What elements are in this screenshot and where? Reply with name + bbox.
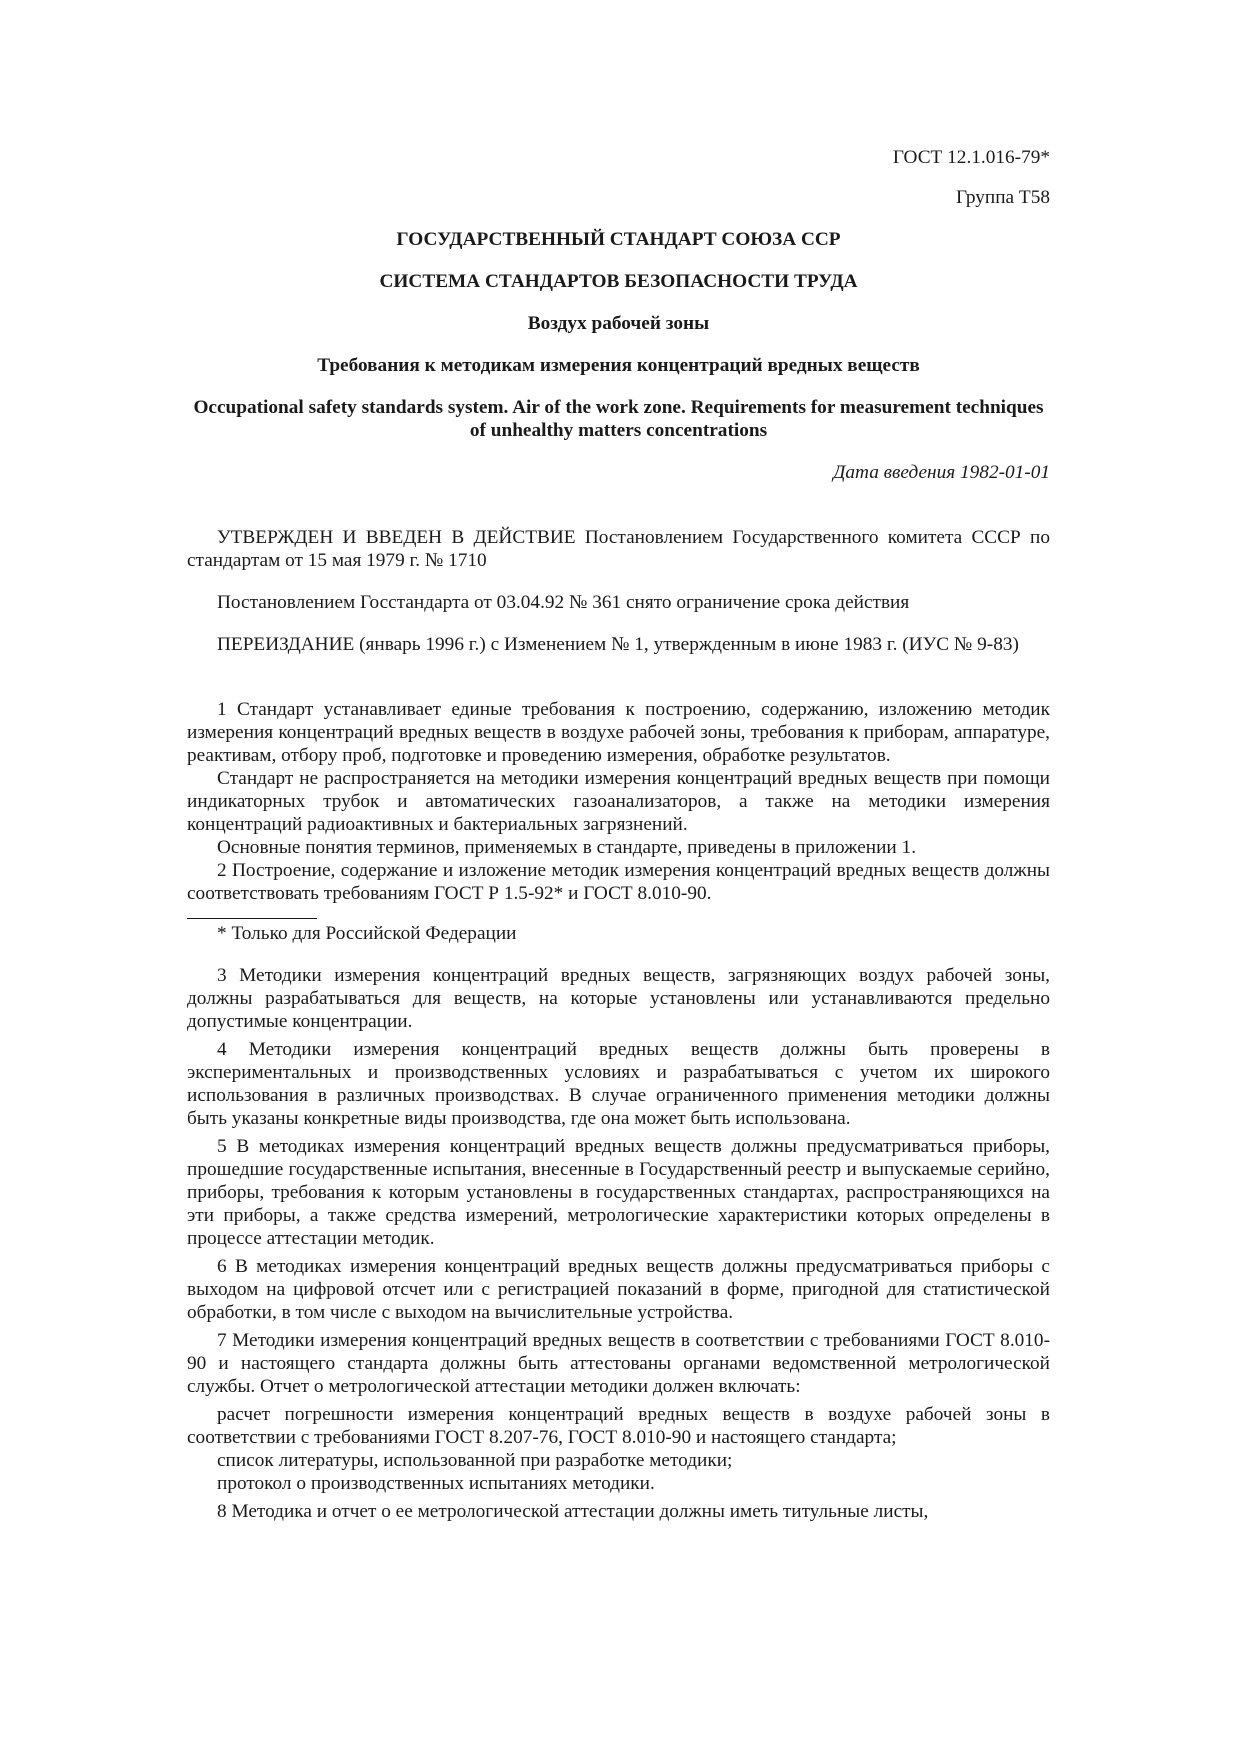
- paragraph: 8 Методика и отчет о ее метрологической аттестации должны иметь титульные листы,: [217, 1501, 929, 1522]
- footnote-rule: [187, 918, 317, 919]
- note-approved: УТВЕРЖДЕН И ВВЕДЕН В ДЕЙСТВИЕ Постановлением Государственного комитета СССР по стандартам от 15 мая 1979 г. № 1710: [187, 527, 1050, 571]
- approval-notes: [187, 526, 1050, 656]
- title-english: Occupational safety standards system. Air of the work zone. Requirements for measurement techniques of unhealthy matters concentrations: [193, 397, 1044, 441]
- body-section-2: [187, 964, 1050, 1523]
- intro-date: Дата введения 1982-01-01: [833, 462, 1050, 483]
- footnote: * Только для Российской Федерации: [217, 923, 517, 944]
- list-item: протокол о производственных испытаниях методики.: [217, 1473, 655, 1494]
- note-term-removed: Постановлением Госстандарта от 03.04.92 № 361 снято ограничение срока действия: [217, 592, 910, 613]
- paragraph: 2 Построение, содержание и изложение методик измерения концентраций вредных веществ должны соответствовать требованиям ГОСТ Р 1.5-92* и ГОСТ 8.010-90.: [187, 860, 1050, 904]
- paragraph: Стандарт не распространяется на методики измерения концентраций вредных веществ при помощи индикаторных трубок и автоматических газоанализаторов, а также на методики измерения концентраций радиоактивных и бактериальных загрязнений.: [187, 768, 1050, 835]
- doc-code: ГОСТ 12.1.016-79*: [892, 147, 1050, 168]
- list-item: расчет погрешности измерения концентраций вредных веществ в воздухе рабочей зоны в соответствии с требованиями ГОСТ 8.207-76, ГОСТ 8.010-90 и настоящего стандарта;: [187, 1404, 1050, 1448]
- paragraph: 1 Стандарт устанавливает единые требования к построению, содержанию, изложению методик измерения концентраций вредных веществ в воздухе рабочей зоны, требования к приборам, аппаратуре, реактивам, отбору проб, подготовке и проведению измерения, обработке результатов.: [187, 699, 1050, 766]
- list-item: список литературы, использованной при разработке методики;: [217, 1450, 733, 1471]
- paragraph: Основные понятия терминов, применяемых в стандарте, приведены в приложении 1.: [217, 837, 917, 858]
- paragraph: 6 В методиках измерения концентраций вредных веществ должны предусматриваться приборы с выходом на цифровой отсчет или с регистрацией показаний в форме, пригодной для статистической обработки, в том числе с выходом на вычислительные устройства.: [187, 1256, 1050, 1323]
- paragraph: 4 Методики измерения концентраций вредных веществ должны быть проверены в экспериментальных и производственных условиях и разрабатываться с учетом их широкого использования в различных производствах. В случае ограниченного применения методики должны быть указаны конкретные виды производства, где она может быть использована.: [187, 1039, 1050, 1129]
- title-line-4: Требования к методикам измерения концентраций вредных веществ: [317, 355, 920, 376]
- body-section-1: [187, 698, 1050, 905]
- title-line-2: СИСТЕМА СТАНДАРТОВ БЕЗОПАСНОСТИ ТРУДА: [379, 271, 858, 292]
- doc-group: Группа Т58: [955, 187, 1050, 208]
- paragraph: 5 В методиках измерения концентраций вредных веществ должны предусматриваться приборы, прошедшие государственные испытания, внесенные в Государственный реестр и выпускаемые серийно, приборы, требования к которым установлены в государственных стандартах, распространяющихся на эти приборы, а также средства измерений, метрологические характеристики которых определены в процессе аттестации методик.: [187, 1136, 1050, 1249]
- document-content: [187, 146, 1050, 1523]
- title-line-1: ГОСУДАРСТВЕННЫЙ СТАНДАРТ СОЮЗА ССР: [396, 229, 841, 250]
- title-line-3: Воздух рабочей зоны: [527, 313, 710, 334]
- paragraph: 3 Методики измерения концентраций вредных веществ, загрязняющих воздух рабочей зоны, должны разрабатываться для веществ, на которые установлены или устанавливаются предельно допустимые концентрации.: [187, 965, 1050, 1032]
- note-reissue: ПЕРЕИЗДАНИЕ (январь 1996 г.) с Изменением № 1, утвержденным в июне 1983 г. (ИУС № 9-83): [217, 634, 1019, 655]
- paragraph: 7 Методики измерения концентраций вредных веществ в соответствии с требованиями ГОСТ 8.010-90 и настоящего стандарта должны быть аттестованы органами ведомственной метрологической службы. Отчет о метрологической аттестации методики должен включать:: [187, 1330, 1050, 1397]
